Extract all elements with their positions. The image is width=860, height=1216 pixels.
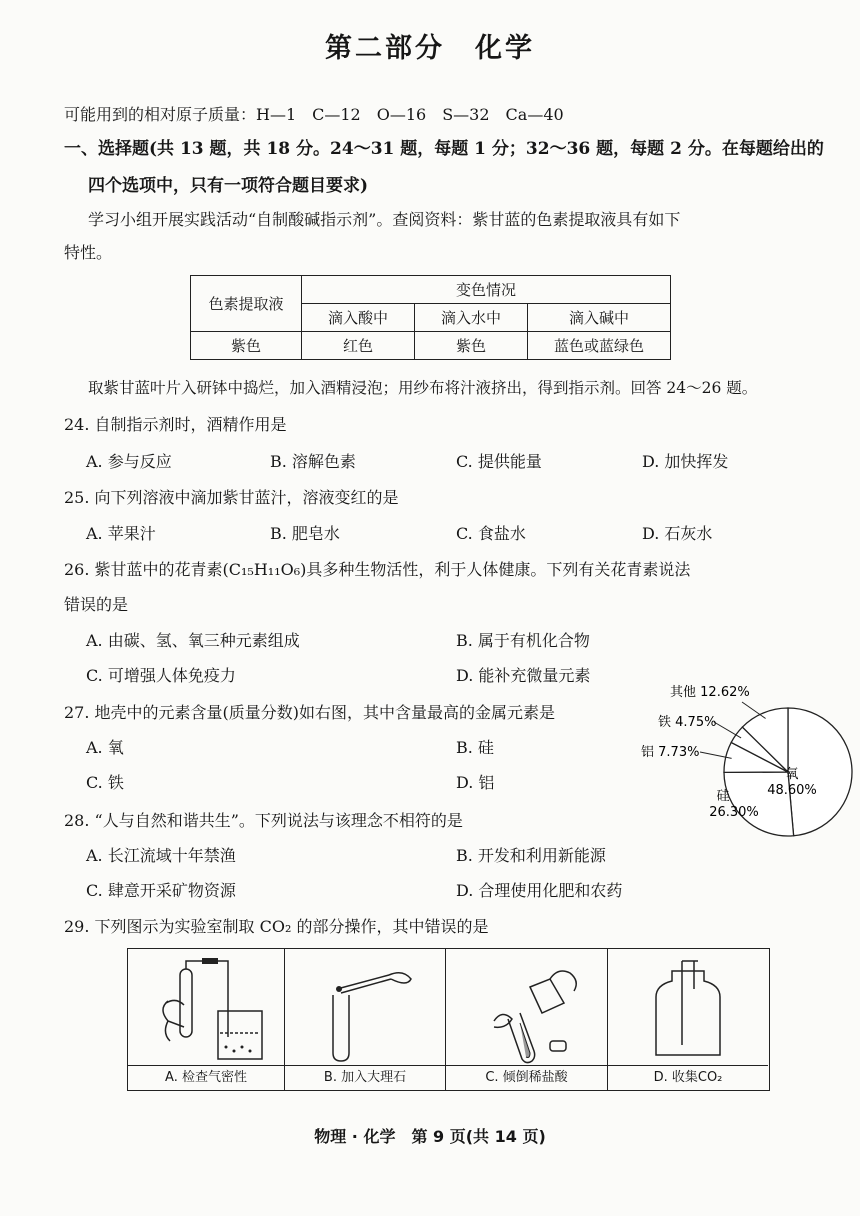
pie-leader-line [714,722,741,738]
q27-option-a: A. 氧 [86,738,124,757]
caption-d: D. 收集CO₂ [608,1065,768,1090]
q24-option-c: C. 提供能量 [456,452,542,471]
caption-c: C. 倾倒稀盐酸 [446,1065,607,1090]
q28-option-c: C. 肆意开采矿物资源 [86,881,236,900]
q25-option-a: A. 苹果汁 [86,524,156,543]
q24-option-b: B. 溶解色素 [270,452,356,471]
pie-label-aluminum: 铝 7.73% [641,745,700,760]
pour-acid-illustration [446,949,608,1066]
add-marble-illustration [285,949,446,1066]
intro-line1: 学习小组开展实践活动“自制酸碱指示剂”。查阅资料：紫甘蓝的色素提取液具有如下 [88,210,681,229]
pie-label-iron: 铁 4.75% [658,715,717,730]
table-group-header: 变色情况 [302,276,671,304]
panel-a [128,949,285,1090]
q28-stem: 28. “人与自然和谐共生”。下列说法与该理念不相符的是 [64,811,463,830]
intro-line2: 特性。 [64,243,113,262]
airtightness-check-illustration [128,949,285,1066]
q26-stem-line2: 错误的是 [64,595,129,614]
crust-element-pie-chart [630,680,860,840]
q24-option-d: D. 加快挥发 [642,452,729,471]
cell-base: 蓝色或蓝绿色 [528,332,671,360]
q28-option-a: A. 长江流域十年禁渔 [86,846,236,865]
atomic-masses: 可能用到的相对原子质量：H—1 C—12 O—16 S—32 Ca—40 [64,105,564,124]
col-water: 滴入水中 [415,304,528,332]
q27-option-b: B. 硅 [456,738,494,757]
q25-option-b: B. 肥皂水 [270,524,340,543]
q24-stem: 24. 自制指示剂时，酒精作用是 [64,415,287,434]
q26-option-b: B. 属于有机化合物 [456,631,590,650]
q25-stem: 25. 向下列溶液中滴加紫甘蓝汁，溶液变红的是 [64,488,399,507]
q26-option-c: C. 可增强人体免疫力 [86,666,236,685]
panel-c [446,949,608,1090]
pie-leader-line [742,702,766,718]
pie-slice-silicon [724,772,794,836]
q28-option-d: D. 合理使用化肥和农药 [456,881,623,900]
table-corner: 色素提取液 [191,276,302,332]
collect-co2-illustration [608,949,768,1066]
panel-d [608,949,768,1090]
cell-water: 紫色 [415,332,528,360]
page-title: 第二部分 化学 [325,33,535,64]
col-acid: 滴入酸中 [302,304,415,332]
row-label: 紫色 [191,332,302,360]
caption-b: B. 加入大理石 [285,1065,445,1090]
procedure-text: 取紫甘蓝叶片入研钵中捣烂，加入酒精浸泡；用纱布将汁液挤出，得到指示剂。回答 24～26 题。 [88,379,758,397]
q26-option-a: A. 由碳、氢、氧三种元素组成 [86,631,300,650]
q28-option-b: B. 开发和利用新能源 [456,846,606,865]
panel-b [285,949,446,1090]
q27-stem: 27. 地壳中的元素含量(质量分数)如右图，其中含量最高的金属元素是 [64,703,556,722]
cell-acid: 红色 [302,332,415,360]
q27-option-d: D. 铝 [456,773,495,792]
pie-label-silicon-name: 硅 [716,789,730,804]
pie-label-silicon-value: 26.30% [709,805,759,820]
section1-heading-line1: 一、选择题(共 13 题，共 18 分。24～31 题，每题 1 分；32～36 题，每题 2 分。在每题给出的 [64,139,824,159]
pie-label-oxygen-value: 48.60% [767,783,817,798]
pie-label-other: 其他 12.62% [670,685,750,700]
caption-a: A. 检查气密性 [128,1065,284,1090]
q26-stem-line1: 26. 紫甘蓝中的花青素(C₁₅H₁₁O₆)具多种生物活性，利于人体健康。下列有关花青素说法 [64,560,691,579]
q27-option-c: C. 铁 [86,773,124,792]
section1-heading-line2: 四个选项中，只有一项符合题目要求) [88,176,369,196]
indicator-table [190,275,671,360]
page-footer: 物理 · 化学 第 9 页(共 14 页) [314,1127,546,1146]
q26-option-d: D. 能补充微量元素 [456,666,591,685]
q24-option-a: A. 参与反应 [86,452,172,471]
col-base: 滴入碱中 [528,304,671,332]
q25-option-c: C. 食盐水 [456,524,526,543]
experiment-figure [127,948,770,1091]
q25-option-d: D. 石灰水 [642,524,713,543]
pie-label-oxygen-name: 氧 [785,767,799,782]
q29-stem: 29. 下列图示为实验室制取 CO₂ 的部分操作，其中错误的是 [64,917,489,936]
